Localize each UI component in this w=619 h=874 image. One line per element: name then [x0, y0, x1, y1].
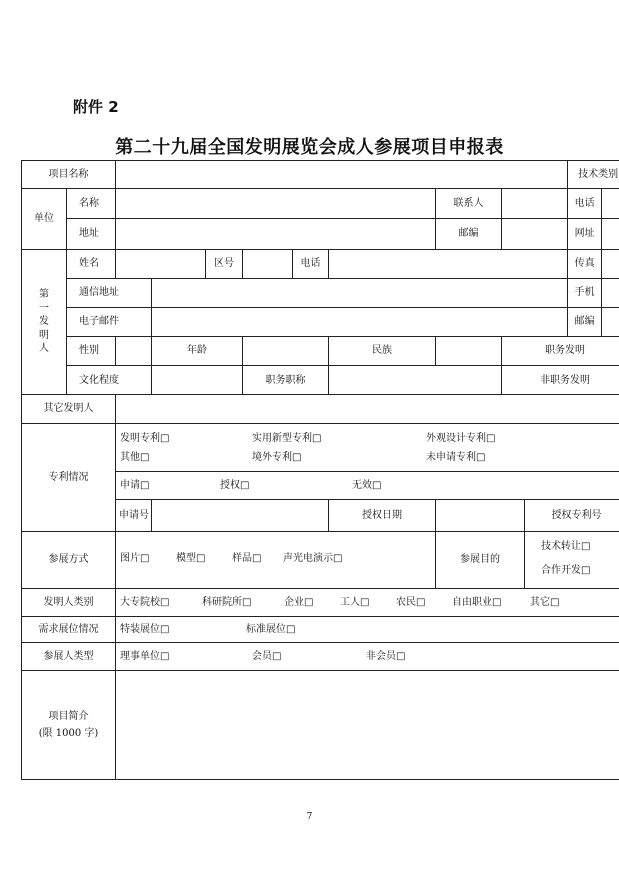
purpose-cooperation-option[interactable]: 合作开发□: [541, 565, 591, 577]
patent-granted-option[interactable]: 授权□: [220, 479, 250, 491]
booth-types-cell: [116, 616, 619, 642]
exhibit-mode-label: 参展方式: [22, 532, 116, 588]
inventor-enterprise-option[interactable]: 企业□: [284, 596, 314, 608]
inventor-name-label: 姓名: [67, 249, 116, 278]
inventor-phone-label: 电话: [293, 249, 329, 278]
inventor-phone-field[interactable]: [329, 249, 568, 278]
patent-utility-option[interactable]: 实用新型专利□: [252, 432, 322, 444]
exhibitor-council-option[interactable]: 理事单位□: [120, 651, 170, 663]
education-field[interactable]: [152, 366, 243, 395]
exhibitor-nonmember-option[interactable]: 非会员□: [366, 651, 406, 663]
inventor-postcode-field[interactable]: [602, 307, 619, 336]
job-title-field[interactable]: [329, 366, 502, 395]
contact-person-field[interactable]: [502, 189, 568, 219]
contact-person-label: 联系人: [436, 189, 502, 219]
grant-date-label: 授权日期: [329, 500, 436, 532]
unit-name-field[interactable]: [116, 189, 436, 219]
patent-states-cell: [116, 471, 619, 499]
project-name-label: 项目名称: [22, 161, 116, 189]
exhibit-demo-option[interactable]: 声光电演示□: [283, 553, 343, 565]
gender-label: 性别: [67, 337, 116, 366]
email-field[interactable]: [152, 307, 568, 336]
first-inventor-label: 第 一 发 明 人: [22, 249, 67, 395]
inventor-types-cell: [116, 588, 619, 616]
patent-applied-option[interactable]: 申请□: [120, 479, 150, 491]
mobile-field[interactable]: [602, 278, 619, 307]
exhibit-picture-option[interactable]: 图片□: [120, 553, 150, 565]
booth-standard-option[interactable]: 标准展位□: [246, 623, 296, 635]
ethnicity-field[interactable]: [436, 337, 502, 366]
inventor-postcode-label: 邮编: [568, 307, 602, 336]
unit-phone-label: 电话: [568, 189, 602, 219]
application-form-table: [21, 160, 619, 780]
inventor-farmer-option[interactable]: 农民□: [396, 596, 426, 608]
email-label: 电子邮件: [67, 307, 152, 336]
project-name-field[interactable]: [116, 161, 568, 189]
inventor-name-field[interactable]: [116, 249, 206, 278]
exhibitor-types-cell: [116, 643, 619, 671]
intro-label: 项目简介 (限 1000 字): [22, 671, 116, 780]
booth-need-label: 需求展位情况: [22, 616, 116, 642]
exhibitor-type-label: 参展人类型: [22, 643, 116, 671]
purpose-transfer-option[interactable]: 技术转让□: [541, 541, 591, 553]
form-title: 第二十九届全国发明展览会成人参展项目申报表: [115, 137, 504, 158]
age-field[interactable]: [243, 337, 329, 366]
mobile-label: 手机: [568, 278, 602, 307]
grant-date-field[interactable]: [436, 500, 525, 532]
fax-field[interactable]: [602, 249, 619, 278]
grant-patent-no-label: 授权专利号: [525, 500, 619, 532]
job-title-label: 职务职称: [243, 366, 329, 395]
inventor-category-label: 发明人类别: [22, 588, 116, 616]
patent-status-label: 专利情况: [22, 423, 116, 532]
patent-other-option[interactable]: 其他□: [120, 451, 150, 463]
booth-special-option[interactable]: 特装展位□: [120, 623, 170, 635]
patent-invalid-option[interactable]: 无效□: [352, 479, 382, 491]
application-no-field[interactable]: [152, 500, 329, 532]
exhibit-forms-cell: [116, 532, 436, 588]
gender-field[interactable]: [116, 337, 152, 366]
inventor-worker-option[interactable]: 工人□: [340, 596, 370, 608]
application-no-label: 申请号: [116, 500, 152, 532]
page-number: 7: [306, 812, 313, 822]
service-invention-label: 职务发明: [502, 337, 619, 366]
unit-address-field[interactable]: [116, 219, 436, 249]
mail-address-field[interactable]: [152, 278, 568, 307]
purposes-cell: [525, 532, 619, 588]
education-label: 文化程度: [67, 366, 152, 395]
intro-field[interactable]: [116, 671, 619, 780]
age-label: 年龄: [152, 337, 243, 366]
attachment-label: 附件 2: [73, 98, 119, 116]
area-code-label: 区号: [206, 249, 243, 278]
patent-invention-option[interactable]: 发明专利□: [120, 432, 170, 444]
unit-address-label: 地址: [67, 219, 116, 249]
exhibit-purpose-label: 参展目的: [436, 532, 525, 588]
non-service-invention-label: 非职务发明: [502, 366, 619, 395]
fax-label: 传真: [568, 249, 602, 278]
website-field[interactable]: [602, 219, 619, 249]
exhibit-sample-option[interactable]: 样品□: [232, 553, 262, 565]
unit-postcode-field[interactable]: [502, 219, 568, 249]
inventor-other-option[interactable]: 其它□: [530, 596, 560, 608]
patent-types-cell: [116, 423, 619, 471]
exhibitor-member-option[interactable]: 会员□: [252, 651, 282, 663]
ethnicity-label: 民族: [329, 337, 436, 366]
tech-category-label: 技术类别: [568, 161, 619, 189]
patent-design-option[interactable]: 外观设计专利□: [426, 432, 496, 444]
unit-name-label: 名称: [67, 189, 116, 219]
area-code-field[interactable]: [243, 249, 293, 278]
patent-foreign-option[interactable]: 境外专利□: [252, 451, 302, 463]
mail-address-label: 通信地址: [67, 278, 152, 307]
other-inventors-label: 其它发明人: [22, 395, 116, 423]
website-label: 网址: [568, 219, 602, 249]
unit-postcode-label: 邮编: [436, 219, 502, 249]
exhibit-model-option[interactable]: 模型□: [176, 553, 206, 565]
unit-phone-field[interactable]: [602, 189, 619, 219]
inventor-college-option[interactable]: 大专院校□: [120, 596, 170, 608]
unit-label: 单位: [22, 189, 67, 249]
inventor-freelance-option[interactable]: 自由职业□: [452, 596, 502, 608]
other-inventors-field[interactable]: [116, 395, 619, 423]
patent-unapplied-option[interactable]: 未申请专利□: [426, 451, 486, 463]
inventor-institute-option[interactable]: 科研院所□: [202, 596, 252, 608]
